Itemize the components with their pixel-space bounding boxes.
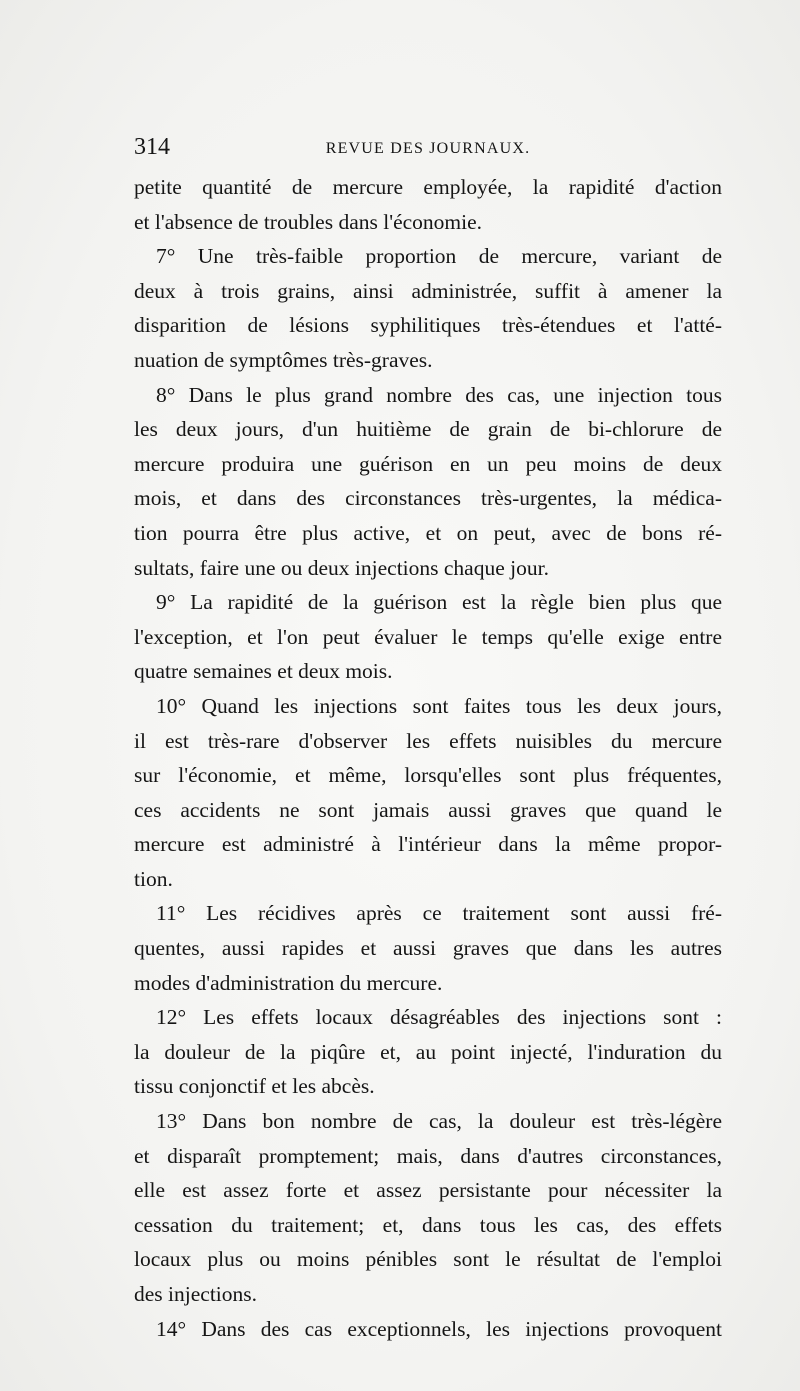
text-line: quentes, aussi rapides et aussi graves que dans les autres [134,936,722,961]
text-line: l'exception, et l'on peut évaluer le temps qu'elle exige entre [134,624,722,649]
text-line: 7° Une très-faible proportion de mercure, variant de [156,244,722,269]
text-line: disparition de lésions syphilitiques très-étendues et l'atté- [134,313,722,338]
text-line: mois, et dans des circonstances très-urgentes, la médica- [134,486,722,511]
text-line: les deux jours, d'un huitième de grain de bi-chlorure de [134,417,722,442]
text-line: sur l'économie, et même, lorsqu'elles sont plus fréquentes, [134,763,722,788]
page-number: 314 [134,134,170,160]
text-line: quatre semaines et deux mois. [134,659,393,684]
text-line: ces accidents ne sont jamais aussi graves que quand le [134,797,722,822]
text-line: cessation du traitement; et, dans tous les cas, des effets [134,1212,722,1237]
text-line: mercure est administré à l'intérieur dans la même propor- [134,832,722,857]
text-line: deux à trois grains, ainsi administrée, suffit à amener la [134,278,722,303]
text-line: 10° Quand les injections sont faites tous les deux jours, [156,693,722,718]
text-line: 12° Les effets locaux désagréables des injections sont : [156,1005,722,1030]
text-line: 9° La rapidité de la guérison est la règle bien plus que [156,590,722,615]
text-line: tissu conjonctif et les abcès. [134,1074,375,1099]
body-text [134,170,722,1346]
text-line: sultats, faire une ou deux injections chaque jour. [134,555,549,580]
text-line: locaux plus ou moins pénibles sont le résultat de l'emploi [134,1247,722,1272]
text-line: tion. [134,866,173,891]
text-line: 11° Les récidives après ce traitement sont aussi fré- [156,901,722,926]
text-line: des injections. [134,1282,258,1306]
text-line: il est très-rare d'observer les effets nuisibles du mercure [134,728,722,753]
text-line: modes d'administration du mercure. [134,970,443,995]
text-line: 8° Dans le plus grand nombre des cas, une injection tous [156,382,722,407]
text-line: et disparaît promptement; mais, dans d'autres circonstances, [134,1143,722,1168]
text-line: et l'absence de troubles dans l'économie. [134,209,483,234]
text-line: 14° Dans des cas exceptionnels, les injections provoquent [156,1316,722,1341]
text-line: tion pourra être plus active, et on peut, avec de bons ré- [134,520,722,545]
page-header [134,133,722,165]
text-line: mercure produira une guérison en un peu moins de deux [134,451,722,476]
text-line: petite quantité de mercure employée, la rapidité d'action [134,175,722,199]
text-line: nuation de symptômes très-graves. [134,347,433,372]
text-line: elle est assez forte et assez persistante pour nécessiter la [134,1178,722,1203]
text-line: la douleur de la piqûre et, au point injecté, l'induration du [134,1039,722,1064]
text-line: 13° Dans bon nombre de cas, la douleur est très-légère [156,1109,722,1134]
running-title: REVUE DES JOURNAUX. [325,140,531,157]
